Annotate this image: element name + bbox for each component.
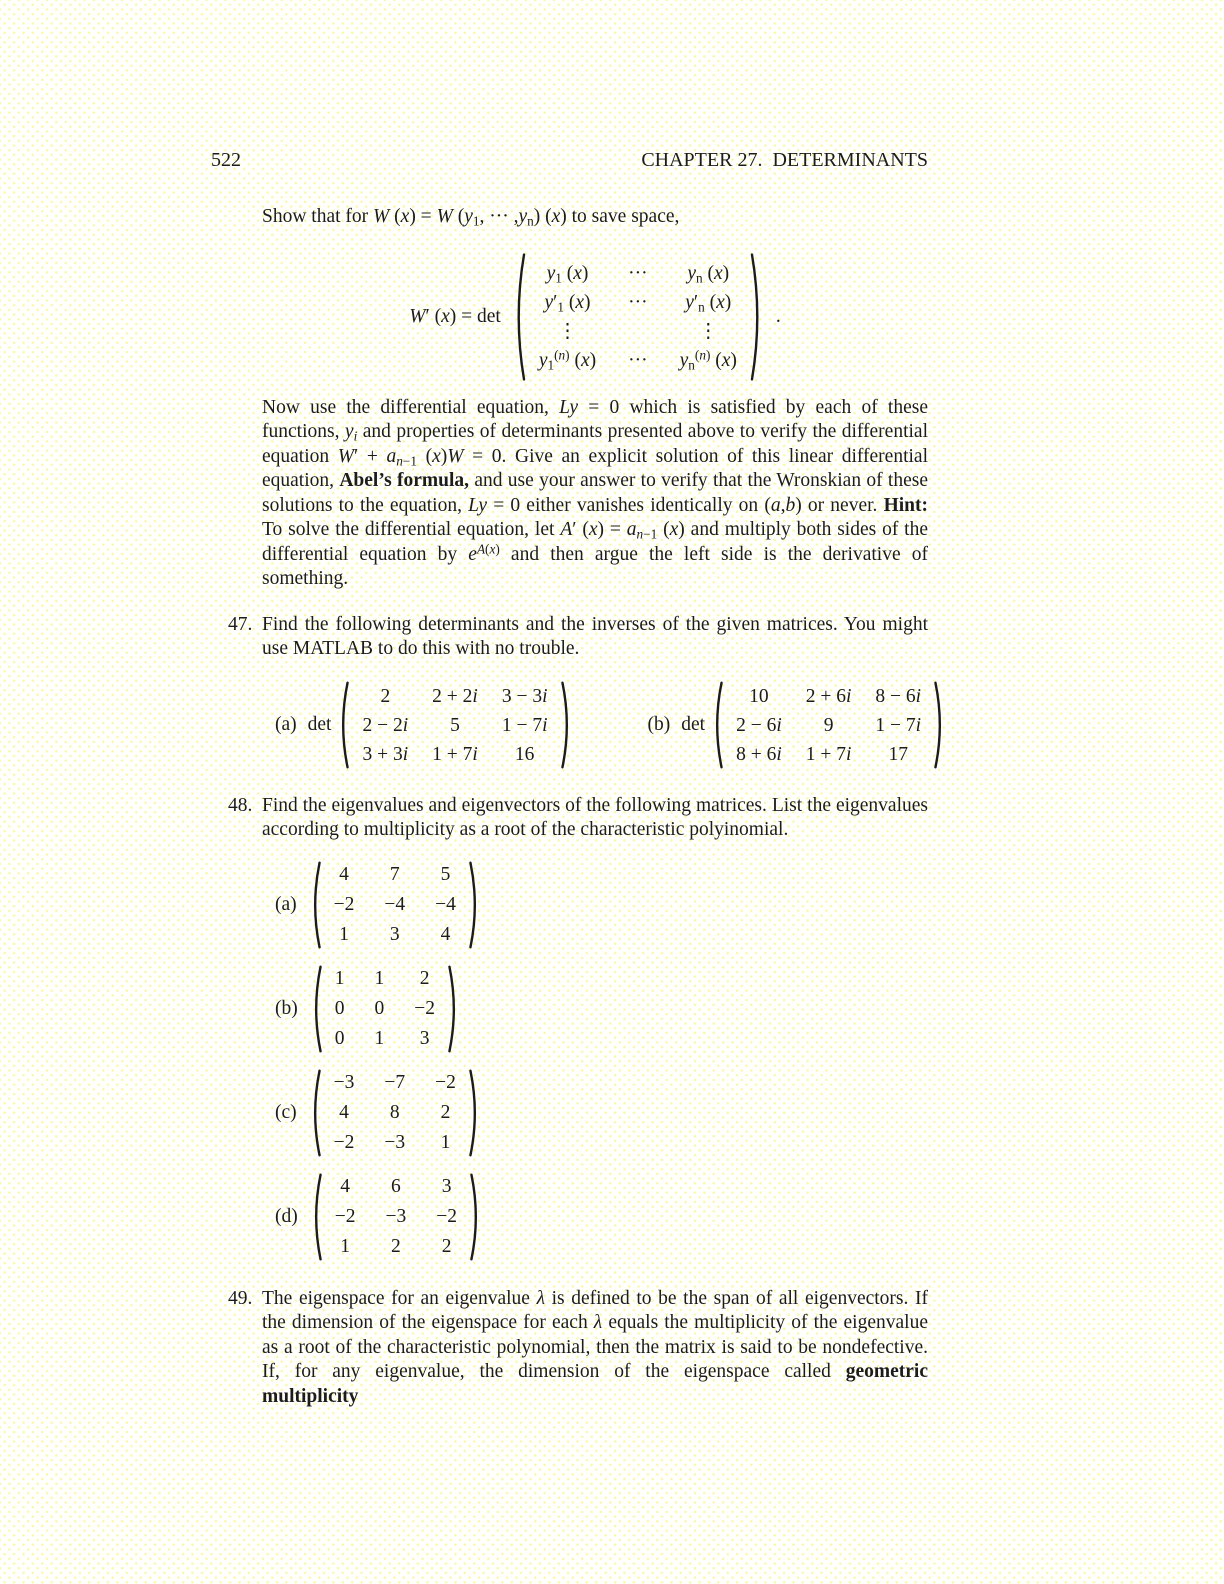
problem-48 (228, 794, 928, 1266)
equation-lhs: W′ (x) = det (409, 305, 501, 327)
matrix-cell: ⋮ (557, 320, 578, 342)
page-content (211, 148, 928, 1409)
matrix-cell: −3 (333, 1071, 355, 1093)
matrix-cell: 1 (334, 967, 345, 989)
left-paren-icon (510, 252, 527, 382)
matrix-cell: 5 (450, 714, 460, 736)
matrix-cell: $y'_n$ (x) (685, 291, 732, 314)
wronskian-matrix (527, 255, 749, 379)
matrix-cell: 8 (389, 1101, 400, 1123)
matrix-cell: 1 − 7i (501, 714, 548, 736)
matrix-cell: 1 + 7i (432, 743, 478, 765)
matrix-cell: −2 (333, 1131, 355, 1153)
matrix-item-48b (275, 960, 461, 1058)
matrix-cell: $y_1^{(n)}$ (x) (538, 346, 597, 372)
matrix-cell: $y_n$ (x) (687, 262, 730, 285)
matrix-47a (350, 678, 559, 773)
part-label: (a) (275, 893, 297, 915)
matrix-cell: 0 (334, 997, 345, 1019)
part-label: (a) (275, 714, 297, 735)
matrix-cell: 2 (441, 1235, 452, 1257)
matrix-47b (724, 678, 933, 773)
matrix-cell: 5 (440, 863, 451, 885)
matrix-cell: 8 + 6i (736, 743, 782, 765)
right-paren-icon (560, 681, 574, 769)
left-paren-icon (710, 681, 724, 769)
problem-48-number: 48. (228, 794, 253, 816)
determinant-47b (648, 678, 948, 773)
matrix-cell: −4 (384, 893, 406, 915)
left-paren-icon (309, 1173, 323, 1261)
matrix-cell: 16 (514, 743, 535, 765)
matrix-cell: 2 − 2i (362, 714, 409, 736)
matrix-48b (323, 960, 447, 1058)
matrix-cell: 17 (888, 743, 908, 765)
matrix-cell: 4 (339, 863, 349, 885)
problem-47-text: Find the following determinants and the inverses of the given matrices. You might use MATLAB to do this with no trouble. (262, 613, 928, 659)
part-label: (b) (647, 714, 671, 735)
matrix-group (308, 856, 482, 954)
wronskian-display-equation (262, 252, 928, 382)
problem-47-matrices (275, 678, 928, 773)
matrix-cell: 4 (340, 1175, 350, 1197)
part-label: (c) (275, 1101, 297, 1123)
matrix-cell: 9 (823, 714, 834, 736)
matrix-cell: 1 (374, 967, 385, 989)
matrix-cell: 0 (374, 997, 385, 1019)
matrix-cell: 3 (389, 923, 400, 945)
matrix-cell: $y'_1$ (x) (544, 291, 591, 314)
matrix-cell: 7 (389, 863, 400, 885)
matrix-item-48c (275, 1064, 482, 1162)
matrix-group (308, 1064, 482, 1162)
matrix-cell: 4 (440, 923, 451, 945)
matrix-cell: 1 (374, 1027, 385, 1049)
matrix-cell: 3 + 3i (362, 743, 409, 765)
left-paren-icon (336, 681, 350, 769)
problem-47 (228, 613, 928, 773)
matrix-group (309, 960, 461, 1058)
problem-48-matrices (275, 856, 928, 1266)
matrix-cell: 2 (440, 1101, 451, 1123)
matrix-cell: 1 (340, 1235, 350, 1257)
matrix-cell: −3 (384, 1131, 406, 1153)
right-paren-icon (468, 1069, 482, 1157)
problem-48-body (262, 794, 928, 1266)
matrix-cell: −2 (333, 893, 355, 915)
matrix-group (510, 252, 766, 382)
matrix-cell: 1 − 7i (875, 714, 922, 736)
problem-49-body (262, 1287, 928, 1410)
matrix-cell: 2 (391, 1235, 401, 1257)
matrix-cell: 1 (339, 923, 349, 945)
matrix-cell: 2 + 2i (432, 685, 478, 707)
equation-period: . (775, 305, 781, 327)
matrix-cell: −3 (385, 1205, 407, 1227)
matrix-cell: ⋮ (698, 320, 718, 342)
matrix-cell: −2 (436, 1205, 457, 1227)
matrix-group (309, 1168, 483, 1266)
right-paren-icon (469, 1173, 483, 1261)
matrix-group (710, 678, 947, 773)
problem-48-text: Find the eigenvalues and eigenvectors of the following matrices. List the eigenvalues according to multiplicity as a root of the characteristic polyinomial. (262, 794, 928, 840)
matrix-cell: ··· (628, 262, 648, 284)
matrix-cell: 2 (419, 967, 430, 989)
matrix-cell: −4 (435, 893, 456, 915)
matrix-item-48a (275, 856, 482, 954)
matrix-cell: 10 (749, 685, 769, 707)
matrix-cell: −7 (384, 1071, 406, 1093)
det-operator: det (681, 714, 706, 735)
matrix-cell: −2 (435, 1071, 456, 1093)
matrix-cell: −2 (414, 997, 435, 1019)
matrix-cell: 6 (391, 1175, 401, 1197)
problem-49-number: 49. (228, 1287, 253, 1309)
matrix-cell: 3 (441, 1175, 452, 1197)
left-paren-icon (308, 1069, 322, 1157)
matrix-cell: 0 (334, 1027, 345, 1049)
problem-47-body (262, 613, 928, 773)
matrix-cell: $y_n^{(n)}$ (x) (679, 346, 737, 372)
matrix-cell: 8 − 6i (875, 685, 922, 707)
chapter-header: CHAPTER 27. DETERMINANTS (641, 149, 928, 171)
part-label: (d) (275, 1205, 298, 1227)
right-paren-icon (447, 965, 461, 1053)
determinant-47a (275, 678, 574, 773)
page-header (211, 148, 928, 172)
matrix-cell: 2 − 6i (736, 714, 782, 736)
left-paren-icon (309, 965, 323, 1053)
problem-49 (228, 1287, 928, 1410)
matrix-cell: 1 + 7i (805, 743, 852, 765)
matrix-48c (322, 1064, 468, 1162)
left-paren-icon (308, 861, 322, 949)
page-number: 522 (211, 149, 241, 171)
matrix-cell: ··· (628, 291, 648, 313)
matrix-cell: $y_1$ (x) (546, 262, 589, 285)
matrix-cell: 3 (419, 1027, 430, 1049)
problem-47-number: 47. (228, 613, 253, 635)
intro-lead: Show that for W (x) = W ($y_1$, ··· $,y_n$) (x) to save space, (262, 206, 680, 229)
matrix-item-48d (275, 1168, 483, 1266)
abel-formula-paragraph: Now use the differential equation, Ly = 0 which is satisfied by each of these functions, $y_i$ and properties of determinants presented above to verify the differential equation $W' + a_{n-1}$ (x)W = 0. Give an explicit solution of this linear differential equation, Abel’s formula, and use your answer to verify that the Wronskian of these solutions to the equation, Ly = 0 either vanishes identically on (a,b) or never. Hint: To solve the differential equation, let A′ $(x) = a_{n-1}$ (x) and multiply both sides of the differential equation by $e^{A(x)}$ and then argue the left side is the derivative of something. (262, 396, 929, 589)
matrix-group (336, 678, 573, 773)
matrix-48d (323, 1168, 469, 1266)
det-operator: det (307, 714, 332, 735)
part-label: (b) (275, 997, 298, 1019)
right-paren-icon (933, 681, 947, 769)
matrix-cell: 1 (440, 1131, 451, 1153)
matrix-cell: 2 (380, 685, 391, 707)
right-paren-icon (468, 861, 482, 949)
matrix-cell: −2 (334, 1205, 356, 1227)
right-paren-icon (749, 252, 766, 382)
matrix-cell: 2 + 6i (805, 685, 852, 707)
matrix-cell: ··· (628, 349, 648, 371)
matrix-48a (322, 856, 468, 954)
matrix-cell: 3 − 3i (501, 685, 548, 707)
problem-49-text: The eigenspace for an eigenvalue λ is defined to be the span of all eigenvectors. If the dimension of the eigenspace for each λ equals the multiplicity of the eigenvalue as a root of the characteristic polynomial, then the matrix is said to be nondefective. If, for any eigenvalue, the dimension of the eigenspace called geometric multiplicity (262, 1287, 928, 1407)
matrix-cell: 4 (339, 1101, 349, 1123)
